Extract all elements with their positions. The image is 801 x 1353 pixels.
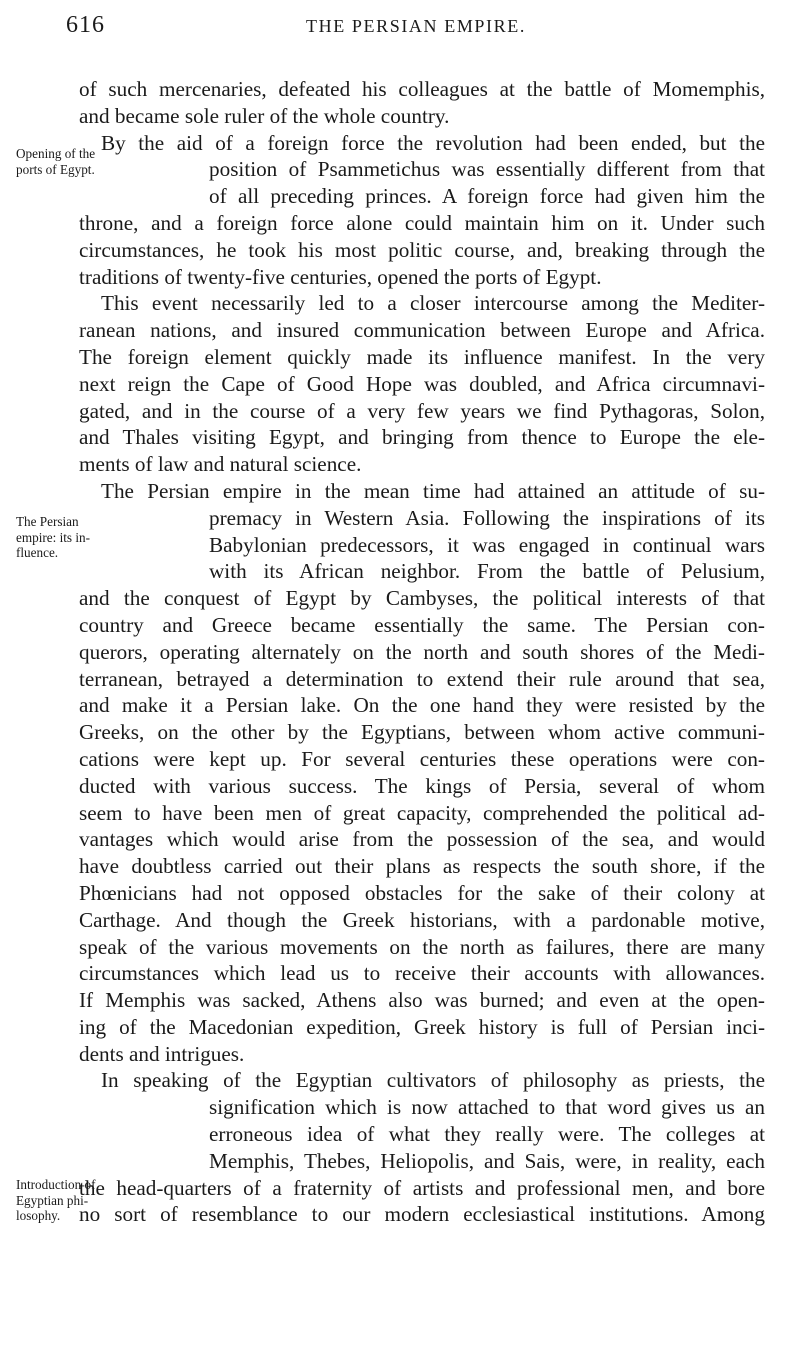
- sidenote-line: Opening of the: [16, 146, 96, 161]
- text-line: ing of the Macedonian expedition, Greek history is full of Persian inci-: [79, 1014, 765, 1039]
- text-line: ments of law and natural science.: [79, 452, 362, 477]
- text-line: Memphis, Thebes, Heliopolis, and Sais, were, in reality, each: [209, 1148, 765, 1173]
- text-line: querors, operating alternately on the north and south shores of the Medi-: [79, 639, 765, 664]
- running-title: THE PERSIAN EMPIRE.: [306, 16, 526, 36]
- text-line: traditions of twenty-five centuries, opened the ports of Egypt.: [79, 264, 602, 289]
- text-line: circumstances which lead us to receive their accounts with allowances.: [79, 961, 765, 986]
- text-line: country and Greece became essentially the same. The Persian con-: [79, 612, 765, 637]
- text-line: and became sole ruler of the whole country.: [79, 103, 450, 128]
- body-text: [79, 76, 765, 1228]
- text-line: the head-quarters of a fraternity of artists and professional men, and bore: [79, 1175, 765, 1200]
- text-line: cations were kept up. For several centuries these operations were con-: [79, 746, 765, 771]
- text-line: next reign the Cape of Good Hope was doubled, and Africa circumnavi-: [79, 371, 765, 396]
- text-line: gated, and in the course of a very few years we find Pythagoras, Solon,: [79, 398, 765, 423]
- text-line: If Memphis was sacked, Athens also was burned; and even at the open-: [79, 988, 765, 1013]
- sidenote-line: ports of Egypt.: [16, 161, 95, 177]
- text-line: Phœnicians had not opposed obstacles for the sake of their colony at: [79, 880, 765, 905]
- text-line: no sort of resemblance to our modern ecclesiastical institutions. Among: [79, 1202, 765, 1227]
- text-line: and the conquest of Egypt by Cambyses, the political interests of that: [79, 586, 765, 611]
- text-line: Babylonian predecessors, it was engaged in continual wars: [209, 532, 765, 557]
- text-line: of all preceding princes. A foreign force had given him the: [209, 184, 765, 209]
- text-line: Carthage. And though the Greek historians, with a pardonable motive,: [79, 907, 765, 932]
- text-line: erroneous idea of what they really were. The colleges at: [209, 1122, 765, 1147]
- sidenote-line: The Persian: [16, 514, 79, 529]
- text-line: By the aid of a foreign force the revolution had been ended, but the: [101, 130, 765, 155]
- text-line: ducted with various success. The kings of Persia, several of whom: [79, 773, 765, 798]
- text-line: dents and intrigues.: [79, 1041, 245, 1066]
- text-line: vantages which would arise from the possession of the sea, and would: [79, 827, 765, 852]
- sidenote-line: fluence.: [16, 545, 59, 560]
- text-line: The foreign element quickly made its influence manifest. In the very: [79, 344, 765, 369]
- text-line: Greeks, on the other by the Egyptians, between whom active communi-: [79, 720, 765, 745]
- text-line: position of Psammetichus was essentially different from that: [209, 157, 765, 182]
- sidenote-line: Egyptian phi-: [16, 1192, 89, 1208]
- text-line: and make it a Persian lake. On the one hand they were resisted by the: [79, 693, 765, 718]
- text-line: The Persian empire in the mean time had attained an attitude of su-: [101, 478, 765, 503]
- text-line: seem to have been men of great capacity, comprehended the political ad-: [79, 800, 765, 825]
- text-line: and Thales visiting Egypt, and bringing from thence to Europe the ele-: [79, 425, 765, 450]
- text-line: throne, and a foreign force alone could maintain him on it. Under such: [79, 210, 765, 235]
- text-line: with its African neighbor. From the battle of Pelusium,: [209, 559, 765, 584]
- sidenote-line: losophy.: [16, 1208, 61, 1223]
- text-line: have doubtless carried out their plans as respects the south shore, if the: [79, 854, 765, 879]
- text-line: circumstances, he took his most politic course, and, breaking through the: [79, 237, 765, 262]
- text-line: speak of the various movements on the north as failures, there are many: [79, 934, 765, 959]
- text-line: ranean nations, and insured communication between Europe and Africa.: [79, 318, 765, 343]
- sidenote-line: empire: its in-: [16, 529, 90, 545]
- page-number: 616: [66, 12, 105, 38]
- text-line: of such mercenaries, defeated his colleagues at the battle of Momemphis,: [79, 77, 765, 101]
- text-line: premacy in Western Asia. Following the inspirations of its: [209, 505, 765, 530]
- text-line: signification which is now attached to that word gives us an: [209, 1095, 765, 1120]
- text-line: In speaking of the Egyptian cultivators of philosophy as priests, the: [101, 1068, 765, 1093]
- text-line: terranean, betrayed a determination to extend their rule around that sea,: [79, 666, 765, 691]
- sidenote-line: Introduction of: [16, 1177, 96, 1192]
- text-line: This event necessarily led to a closer intercourse among the Mediter-: [101, 291, 765, 316]
